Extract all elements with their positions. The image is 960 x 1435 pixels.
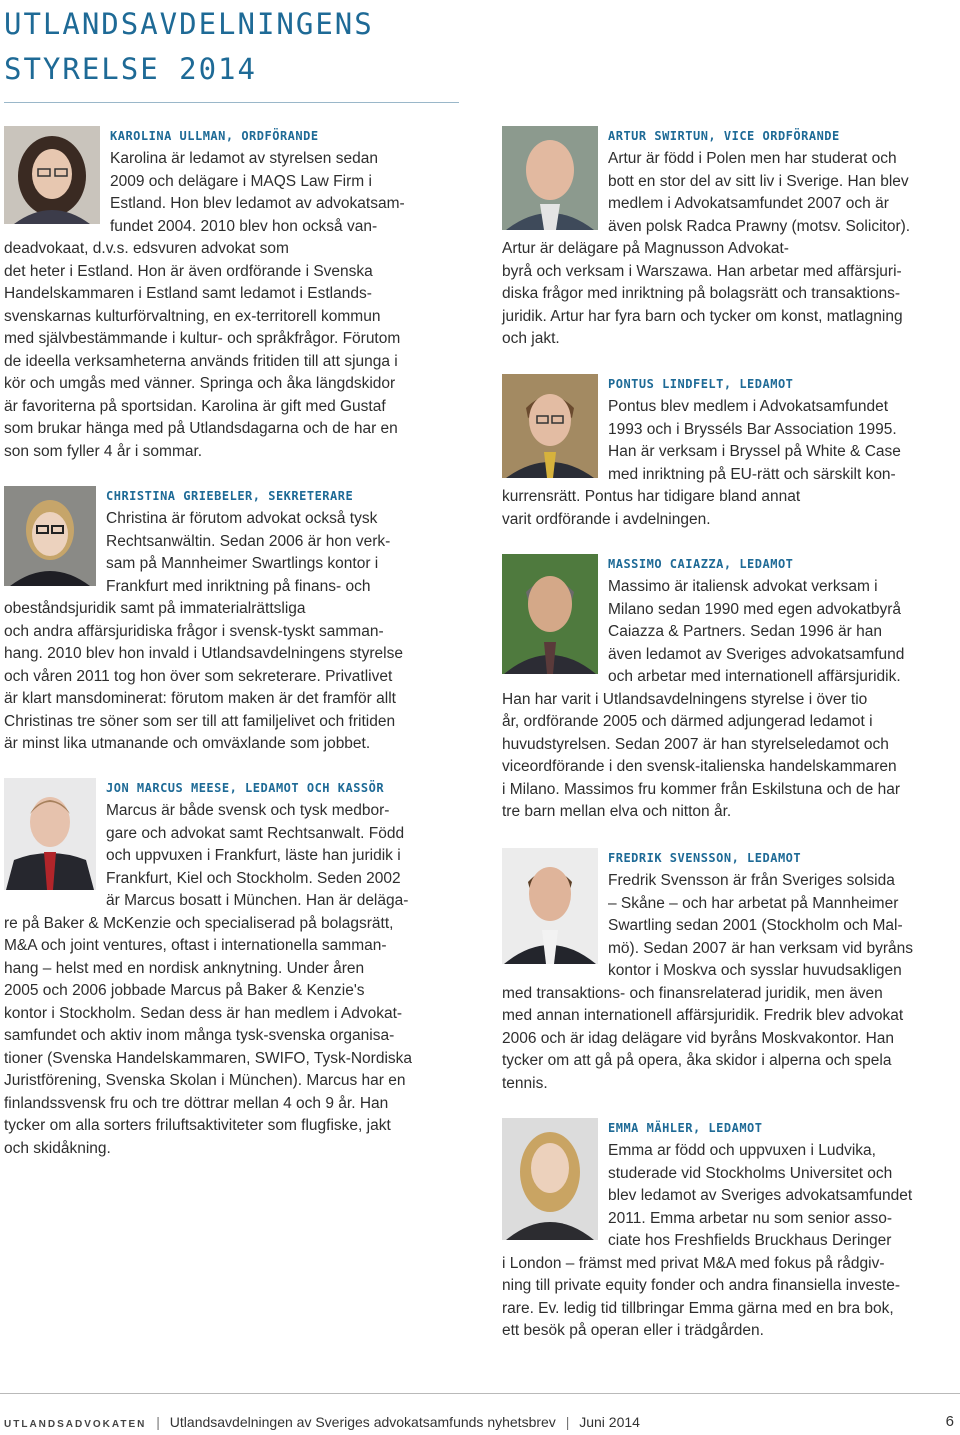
- footer-brand: UTLANDSADVOKATEN: [4, 1419, 147, 1430]
- member-name: MASSIMO CAIAZZA, LEDAMOT: [608, 557, 794, 571]
- member-photo: [502, 374, 598, 478]
- member-photo: [502, 554, 598, 674]
- member-photo: [502, 126, 598, 230]
- member-name: CHRISTINA GRIEBELER, SEKRETERARE: [106, 489, 354, 503]
- member-bio-christina-griebeler: [4, 484, 462, 756]
- member-photo: [4, 126, 100, 224]
- member-description: Karolina är ledamot av styrelsen sedan 2009 och delägare i MAQS Law Firm i Estland. Hon blev ledamot av advokatsam- fundet 2004. 2010 blev hon också van- deadvokaat, d.v.s. edsvuren advokat som det heter i Estland. Hon är även ordförande i Svenska Handelskammaren i Estland samt ledamot i Estlands- svenskarnas kulturförvaltning, en ex-territorell kommun med självbestämmande i kultur- och språkfrågor. Förutom de ideella verksamheterna används fritiden till att sjunga i kör och umgås med vänner. Springa och åka längdskidor är favoriterna på sportsidan. Karolina är gift med Gustaf som brukar hänga med på Utlandsdagarna och de har en son som fyller 4 år i sommar.: [4, 150, 405, 460]
- member-bio-massimo-caiazza: [502, 552, 958, 824]
- page-title-line-2: STYRELSE 2014: [4, 52, 257, 86]
- member-name: JON MARCUS MEESE, LEDAMOT OCH KASSÖR: [106, 781, 385, 795]
- page-title-line-1: UTLANDSAVDELNINGENS: [4, 7, 374, 41]
- member-description: Emma ar född och uppvuxen i Ludvika, studerade vid Stockholms Universitet och blev ledamot av Sveriges advokatsamfundet 2011. Emma arbetar nu som senior asso- ciate hos Freshfields Bruckhaus Deringer i London – främst med privat M&A med fokus på rådgiv- ning till private equity fonder och andra finansiella investe- rare. Ev. ledig tid tillbringar Emma gärna med en bra bok, ett besök på operan eller i trädgården.: [502, 1142, 913, 1339]
- member-name: KAROLINA ULLMAN, ORDFÖRANDE: [110, 129, 319, 143]
- member-description: Artur är född i Polen men har studerat och bott en stor del av sitt liv i Sverige. Han blev medlem i Advokatsamfundet 2007 och är även polsk Radca Prawny (motsv. Solicitor). Artur är delägare på Magnusson Advokat- byrå och verksam i Warszawa. Han arbetar med affärsjuri- diska frågor med inriktning på bolagsrätt och transaktions- juridik. Artur har fyra barn och tycker om konst, matlagning och jakt.: [502, 150, 911, 347]
- page-footer: [4, 1410, 956, 1434]
- footer-issue: Juni 2014: [579, 1414, 640, 1430]
- member-name: EMMA MÄHLER, LEDAMOT: [608, 1121, 763, 1135]
- footer-divider: [0, 1393, 960, 1394]
- member-description: Marcus är både svensk och tysk medbor- gare och advokat samt Rechtsanwalt. Född och uppvuxen i Frankfurt, läste han juridik i Frankfurt, Kiel och Stockholm. Seden 2002 är Marcus bosatt i München. Han är deläga- re på Baker & McKenzie och specialiserad på bolagsrätt, M&A och joint ventures, oftast i internationella samman- hang – helst med en nordisk anknytning. Under åren 2005 och 2006 jobbade Marcus på Baker & Kenzie's kontor i Stockholm. Sedan dess är han medlem i Advokat- samfundet och aktiv inom många tysk-svenska organisa- tioner (Svenska Handelskammaren, SWIFO, Tysk-Nordiska Juristförening, Svenska Skolan i München). Marcus har en finlandssvensk fru och tre döttrar mellan 4 och 9 år. Han tycker om alla sorters friluftsaktiviteter som flugfiske, jakt och skidåkning.: [4, 802, 413, 1157]
- footer-publication: Utlandsavdelningen av Sveriges advokatsamfunds nyhetsbrev: [169, 1414, 556, 1430]
- page-title: [4, 2, 374, 92]
- member-photo: [4, 486, 96, 586]
- member-photo: [502, 848, 598, 964]
- member-name: ARTUR SWIRTUN, VICE ORDFÖRANDE: [608, 129, 840, 143]
- member-bio-pontus-lindfelt: [502, 372, 958, 531]
- member-name: FREDRIK SVENSSON, LEDAMOT: [608, 851, 802, 865]
- footer-separator: |: [565, 1414, 570, 1430]
- member-name: PONTUS LINDFELT, LEDAMOT: [608, 377, 794, 391]
- member-photo: [502, 1118, 598, 1240]
- member-bio-karolina-ullman: [4, 124, 462, 463]
- member-bio-emma-mahler: [502, 1116, 958, 1343]
- member-description: Pontus blev medlem i Advokatsamfundet 1993 och i Brysséls Bar Association 1995. Han är verksam i Bryssel på White & Case med inriktning på EU-rätt och särskilt kon- kurrensrätt. Pontus har tidigare bland annat varit ordförande i avdelningen.: [502, 398, 901, 528]
- title-divider: [4, 102, 459, 103]
- member-bio-fredrik-svensson: [502, 846, 958, 1095]
- member-description: Christina är förutom advokat också tysk Rechtsanwältin. Sedan 2006 är hon verk- sam på Mannheimer Swartlings kontor i Frankfurt med inriktning på finans- och obeståndsjuridik samt på immaterialrättsliga och andra affärsjuridiska frågor i svensk-tyskt samman- hang. 2010 blev hon invald i Utlandsavdelningens styrelse och våren 2011 tog hon över som sekreterare. Privatlivet är klart mansdominerat: förutom maken är det framför allt Christinas tre söner som ser till att familjelivet och fritiden är minst lika utmanande och omväxlande som jobbet.: [4, 510, 403, 752]
- member-description: Massimo är italiensk advokat verksam i Milano sedan 1990 med egen advokatbyrå Caiazza & Partners. Sedan 1996 är han även ledamot av Sveriges advokatsamfund och arbetar med internationell affärsjuridik. Han har varit i Utlandsavdelningens styrelse i över tio år, ordförande 2005 och därmed adjungerad ledamot i huvudstyrelsen. Sedan 2007 är han styrelseledamot och viceordförande i den svensk-italienska handelskammaren i Milano. Massimos fru kommer från Eskilstuna och de har tre barn mellan elva och nitton år.: [502, 578, 905, 820]
- page-number: 6: [945, 1413, 954, 1430]
- member-bio-jon-marcus-meese: [4, 776, 462, 1160]
- member-photo: [4, 778, 96, 890]
- member-description: Fredrik Svensson är från Sveriges solsida – Skåne – och har arbetat på Mannheimer Swartling sedan 2001 (Stockholm och Mal- mö). Sedan 2007 är han verksam vid byråns kontor i Moskva och sysslar huvudsakligen med transaktions- och finansrelaterad juridik, men även med annan internationell affärsjuridik. Fredrik blev advokat 2006 och är idag delägare vid byråns Moskvakontor. Han tycker om att gå på opera, åka skidor i alperna och spela tennis.: [502, 872, 913, 1092]
- member-bio-artur-swirtun: [502, 124, 958, 351]
- footer-separator: |: [156, 1414, 160, 1430]
